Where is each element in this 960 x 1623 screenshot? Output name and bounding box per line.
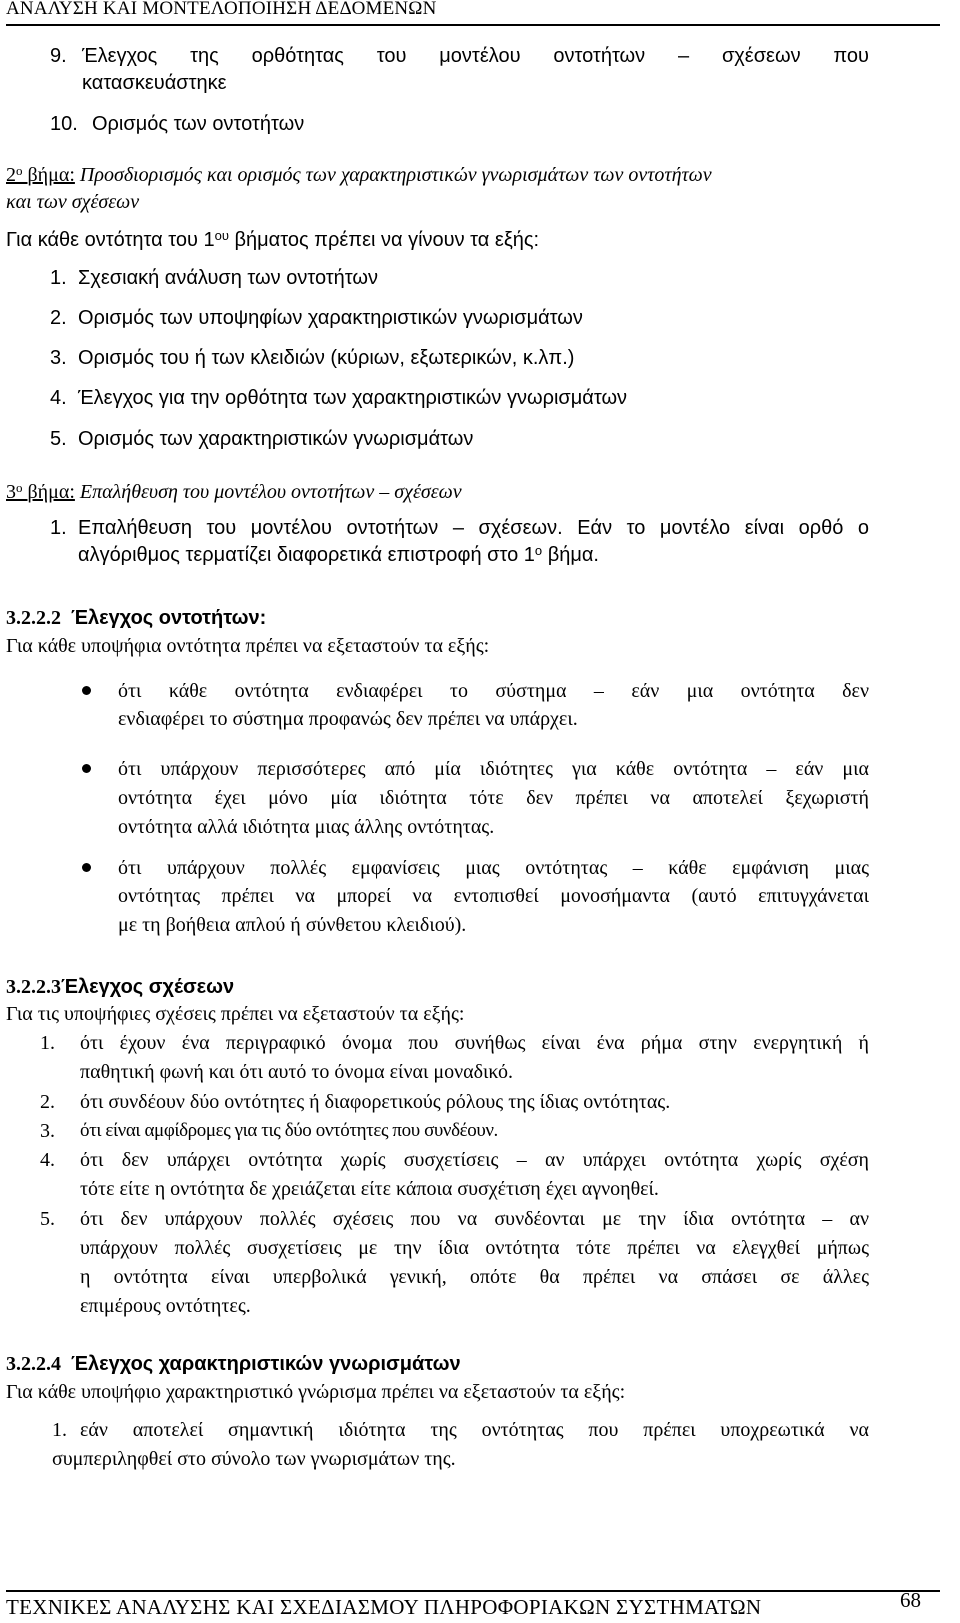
bullet-item: οντότητα έχει μόνο μία ιδιότητα τότε δεν πρέπει να αποτελεί ξεχωριστή xyxy=(118,787,869,809)
header-rule xyxy=(6,24,940,26)
bullet-item: οντότητα αλλά ιδιότητα μιας άλλης οντότητας. xyxy=(118,816,495,838)
list-item: ότι δεν υπάρχουν πολλές σχέσεις που να συνδέονται με την ίδια οντότητα – αν xyxy=(80,1208,869,1230)
running-header: ΑΝΑΛΥΣΗ ΚΑΙ ΜΟΝΤΕΛΟΠΟΙΗΣΗ ΔΕΔΟΜΕΝΩΝ xyxy=(6,0,437,19)
list-num: 1. xyxy=(52,1419,67,1441)
list-item-cont: αλγόριθμος τερματίζει διαφορετικά επιστροφή στο $1^o$ βήμα. xyxy=(78,543,599,566)
list-item: Έλεγχος της ορθότητας του μοντέλου οντοτήτων – σχέσεων που xyxy=(82,45,869,67)
list-item: εάν αποτελεί σημαντική ιδιότητα της οντότητας που πρέπει υποχρεωτικά να xyxy=(80,1419,869,1441)
list-num: 1. xyxy=(40,1032,55,1054)
step2-label: $2^o$ βήμα: xyxy=(6,163,75,186)
running-footer: ΤΕΧΝΙΚΕΣ ΑΝΑΛΥΣΗΣ ΚΑΙ ΣΧΕΔΙΑΣΜΟΥ ΠΛΗΡΟΦΟΡΙΑΚΩΝ ΣΥΣΤΗΜΑΤΩΝ xyxy=(6,1595,762,1619)
list-item: Σχεσιακή ανάλυση των οντοτήτων xyxy=(78,267,379,289)
list-item: κατασκευάστηκε xyxy=(82,72,227,94)
entities-intro: Για κάθε υποψήφια οντότητα πρέπει να εξεταστούν τα εξής: xyxy=(6,635,490,657)
list-item: επιμέρους οντότητες. xyxy=(80,1295,251,1317)
bullet-item: με τη βοήθεια απλού ή σύνθετου κλειδιού). xyxy=(118,914,467,936)
bullet-icon xyxy=(82,686,91,695)
list-num: 9. xyxy=(50,45,67,67)
list-num: 2. xyxy=(50,307,67,329)
step3-heading xyxy=(6,480,462,504)
step3-title: Επαλήθευση του μοντέλου οντοτήτων – σχέσεων xyxy=(79,481,462,503)
step3-label: $3^o$ βήμα: xyxy=(6,480,75,503)
list-item: Ορισμός των χαρακτηριστικών γνωρισμάτων xyxy=(78,428,474,450)
bullet-item: οντότητας πρέπει να μπορεί να εντοπισθεί μονοσήμαντα (αυτό επιτυγχάνεται xyxy=(118,885,869,907)
list-num: 10. xyxy=(50,113,78,135)
list-item: ότι έχουν ένα περιγραφικό όνομα που συνήθως είναι ένα ρήμα στην ενεργητική ή xyxy=(80,1032,869,1054)
section-heading-attributes: 3.2.2.4 Έλεγχος χαρακτηριστικών γνωρισμάτων xyxy=(6,1353,461,1375)
bullet-icon xyxy=(82,764,91,773)
list-item: ότι συνδέουν δύο οντότητες ή διαφορετικούς ρόλους της ίδιας οντότητας. xyxy=(80,1091,671,1113)
list-item: τότε είτε η οντότητα δε χρειάζεται είτε κάποια συσχέτιση έχει αγνοηθεί. xyxy=(80,1178,659,1200)
list-num: 4. xyxy=(40,1149,55,1171)
list-item: παθητική φωνή και ότι αυτό το όνομα είναι μοναδικό. xyxy=(80,1061,514,1083)
step2-intro: Για κάθε οντότητα του $1^{o\upsilon}$ βήματος πρέπει να γίνουν τα εξής: xyxy=(6,228,540,251)
list-num: 3. xyxy=(40,1120,55,1142)
list-num: 3. xyxy=(50,347,67,369)
list-item: Επαλήθευση του μοντέλου οντοτήτων – σχέσεων. Εάν το μοντέλο είναι ορθό ο xyxy=(78,517,869,539)
bullet-icon xyxy=(82,863,91,872)
list-item: συμπεριληφθεί στο σύνολο των γνωρισμάτων της. xyxy=(52,1448,456,1470)
list-num: 1. xyxy=(50,267,67,289)
list-item: υπάρχουν πολλές συσχετίσεις με την ίδια οντότητα τότε πρέπει να ελεγχθεί μήπως xyxy=(80,1237,869,1259)
list-item: ότι είναι αμφίδρομες για τις δύο οντότητες που συνδέουν. xyxy=(80,1120,498,1141)
list-num: 2. xyxy=(40,1091,55,1113)
bullet-item: ότι υπάρχουν πολλές εμφανίσεις μιας οντότητας – κάθε εμφάνιση μιας xyxy=(118,857,869,879)
list-item: ότι δεν υπάρχει οντότητα χωρίς συσχετίσεις – αν υπάρχει οντότητα χωρίς σχέση xyxy=(80,1149,869,1171)
page-number: 68 xyxy=(900,1588,921,1612)
bullet-item: ότι κάθε οντότητα ενδιαφέρει το σύστημα – εάν μια οντότητα δεν xyxy=(118,680,869,702)
list-num: 5. xyxy=(50,428,67,450)
relations-intro: Για τις υποψήφιες σχέσεις πρέπει να εξεταστούν τα εξής: xyxy=(6,1003,465,1025)
attributes-intro: Για κάθε υποψήφιο χαρακτηριστικό γνώρισμα πρέπει να εξεταστούν τα εξής: xyxy=(6,1381,626,1403)
step2-title-cont: και των σχέσεων xyxy=(6,191,140,213)
list-item: Ορισμός των οντοτήτων xyxy=(92,113,305,135)
list-item: Έλεγχος για την ορθότητα των χαρακτηριστικών γνωρισμάτων xyxy=(78,387,628,409)
section-heading-entities: 3.2.2.2 Έλεγχος οντοτήτων: xyxy=(6,607,267,629)
step2-title: Προσδιορισμός και ορισμός των χαρακτηριστικών γνωρισμάτων των οντοτήτων xyxy=(79,164,712,186)
list-num: 5. xyxy=(40,1208,55,1230)
list-item: Ορισμός των υποψηφίων χαρακτηριστικών γνωρισμάτων xyxy=(78,307,583,329)
list-item: Ορισμός του ή των κλειδιών (κύριων, εξωτερικών, κ.λπ.) xyxy=(78,347,575,369)
list-item: η οντότητα είναι υπερβολικά γενική, οπότε θα πρέπει να σπάσει σε άλλες xyxy=(80,1266,869,1288)
footer-rule xyxy=(6,1590,940,1592)
bullet-item: ενδιαφέρει το σύστημα προφανώς δεν πρέπει να υπάρχει. xyxy=(118,708,578,730)
section-heading-relations: 3.2.2.3Έλεγχος σχέσεων xyxy=(6,976,235,998)
list-num: 1. xyxy=(50,517,67,539)
step2-heading xyxy=(6,163,712,187)
list-num: 4. xyxy=(50,387,67,409)
bullet-item: ότι υπάρχουν περισσότερες από μία ιδιότητες για κάθε οντότητα – εάν μια xyxy=(118,758,869,780)
